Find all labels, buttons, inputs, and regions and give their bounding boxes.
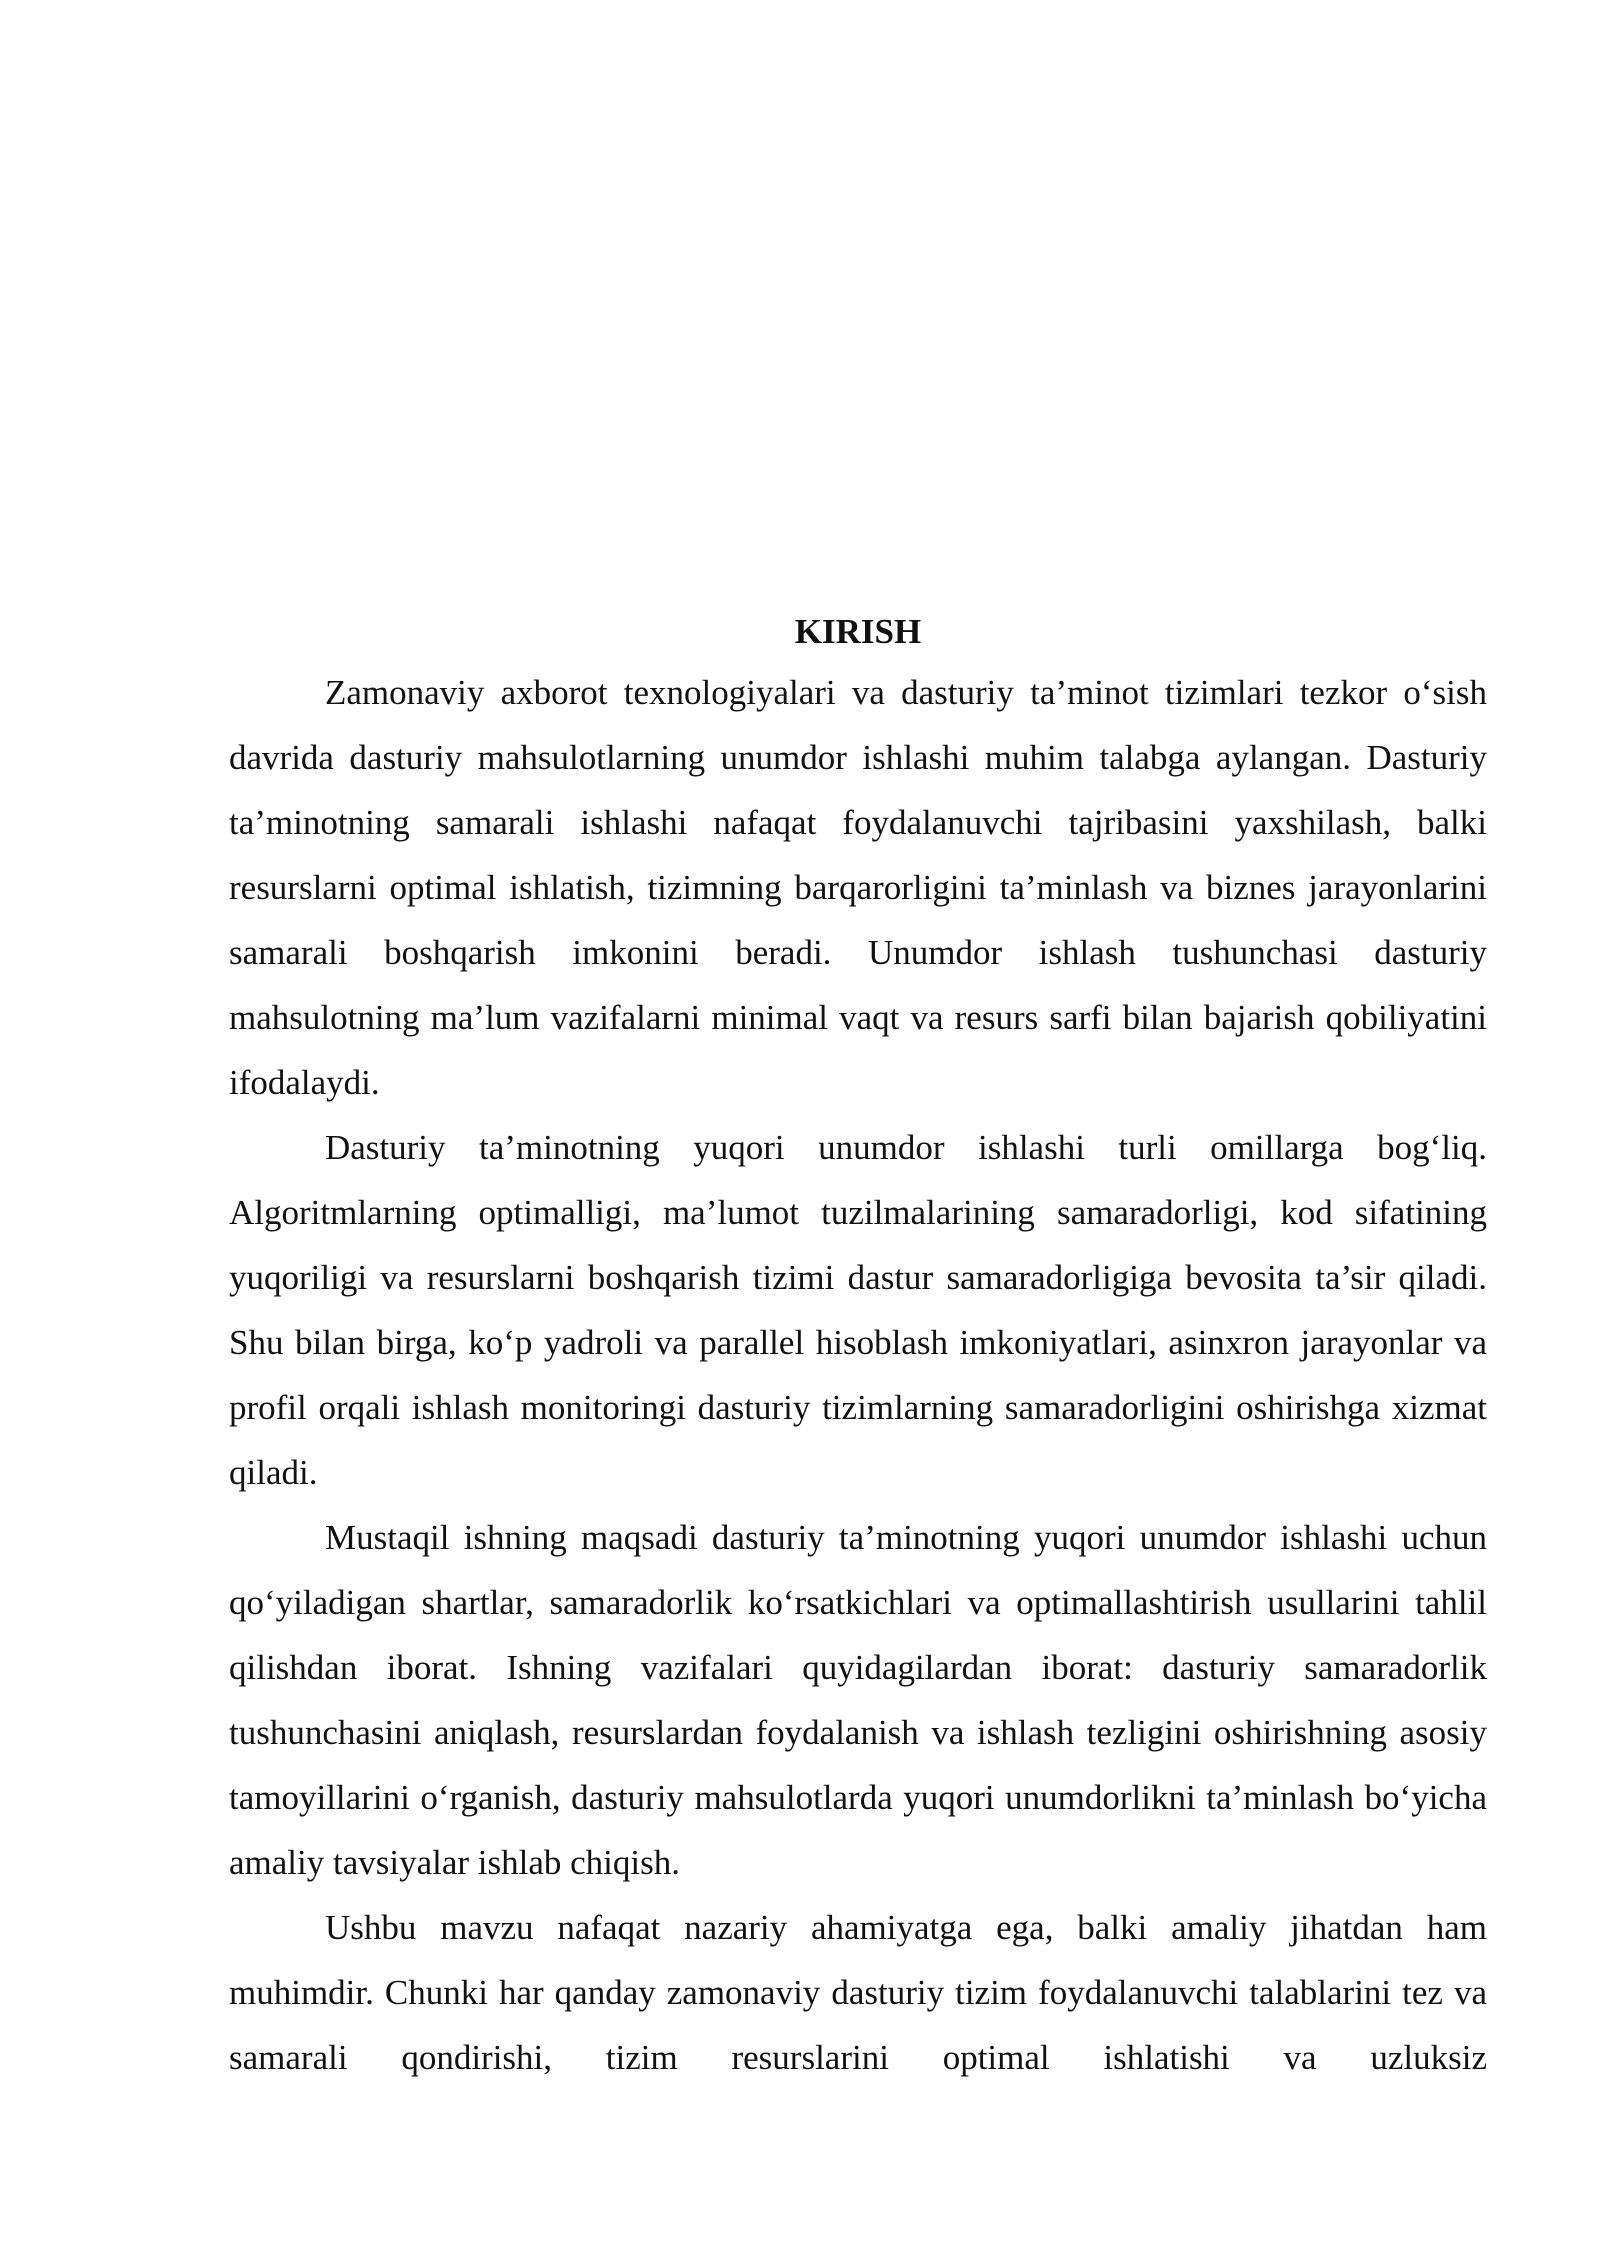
page-content: [229, 604, 1487, 2090]
section-heading: KIRISH: [794, 612, 922, 651]
paragraph-2: Dasturiy ta’minotning yuqori unumdor ishlashi turli omillarga bog‘liq. Algoritmlarning optimalligi, ma’lumot tuzilmalarining samaradorligi, kod sifatining yuqoriligi va resurslarni boshqarish tizimi dastur samaradorligiga bevosita ta’sir qiladi. Shu bilan birga, ko‘p yadroli va parallel hisoblash imkoniyatlari, asinxron jarayonlar va profil orqali ishlash monitoringi dasturiy tizimlarning samaradorligini oshirishga xizmat qiladi.: [229, 1128, 1487, 1492]
paragraph-4: Ushbu mavzu nafaqat nazariy ahamiyatga ega, balki amaliy jihatdan ham muhimdir. Chunki har qanday zamonaviy dasturiy tizim foydalanuvchi talablarini tez va samarali qondirishi, tizim resurslarini optimal ishlatishi va uzluksiz: [229, 1908, 1487, 2077]
paragraph-1: Zamonaviy axborot texnologiyalari va dasturiy ta’minot tizimlari tezkor o‘sish davrida dasturiy mahsulotlarning unumdor ishlashi muhim talabga aylangan. Dasturiy ta’minotning samarali ishlashi nafaqat foydalanuvchi tajribasini yaxshilash, balki resurslarni optimal ishlatish, tizimning barqarorligini ta’minlash va biznes jarayonlarini samarali boshqarish imkonini beradi. Unumdor ishlash tushunchasi dasturiy mahsulotning ma’lum vazifalarni minimal vaqt va resurs sarfi bilan bajarish qobiliyatini ifodalaydi.: [229, 673, 1487, 1102]
paragraph-3: Mustaqil ishning maqsadi dasturiy ta’minotning yuqori unumdor ishlashi uchun qo‘yiladigan shartlar, samaradorlik ko‘rsatkichlari va optimallashtirish usullarini tahlil qilishdan iborat. Ishning vazifalari quyidagilardan iborat: dasturiy samaradorlik tushunchasini aniqlash, resurslardan foydalanish va ishlash tezligini oshirishning asosiy tamoyillarini o‘rganish, dasturiy mahsulotlarda yuqori unumdorlikni ta’minlash bo‘yicha amaliy tavsiyalar ishlab chiqish.: [229, 1518, 1487, 1882]
